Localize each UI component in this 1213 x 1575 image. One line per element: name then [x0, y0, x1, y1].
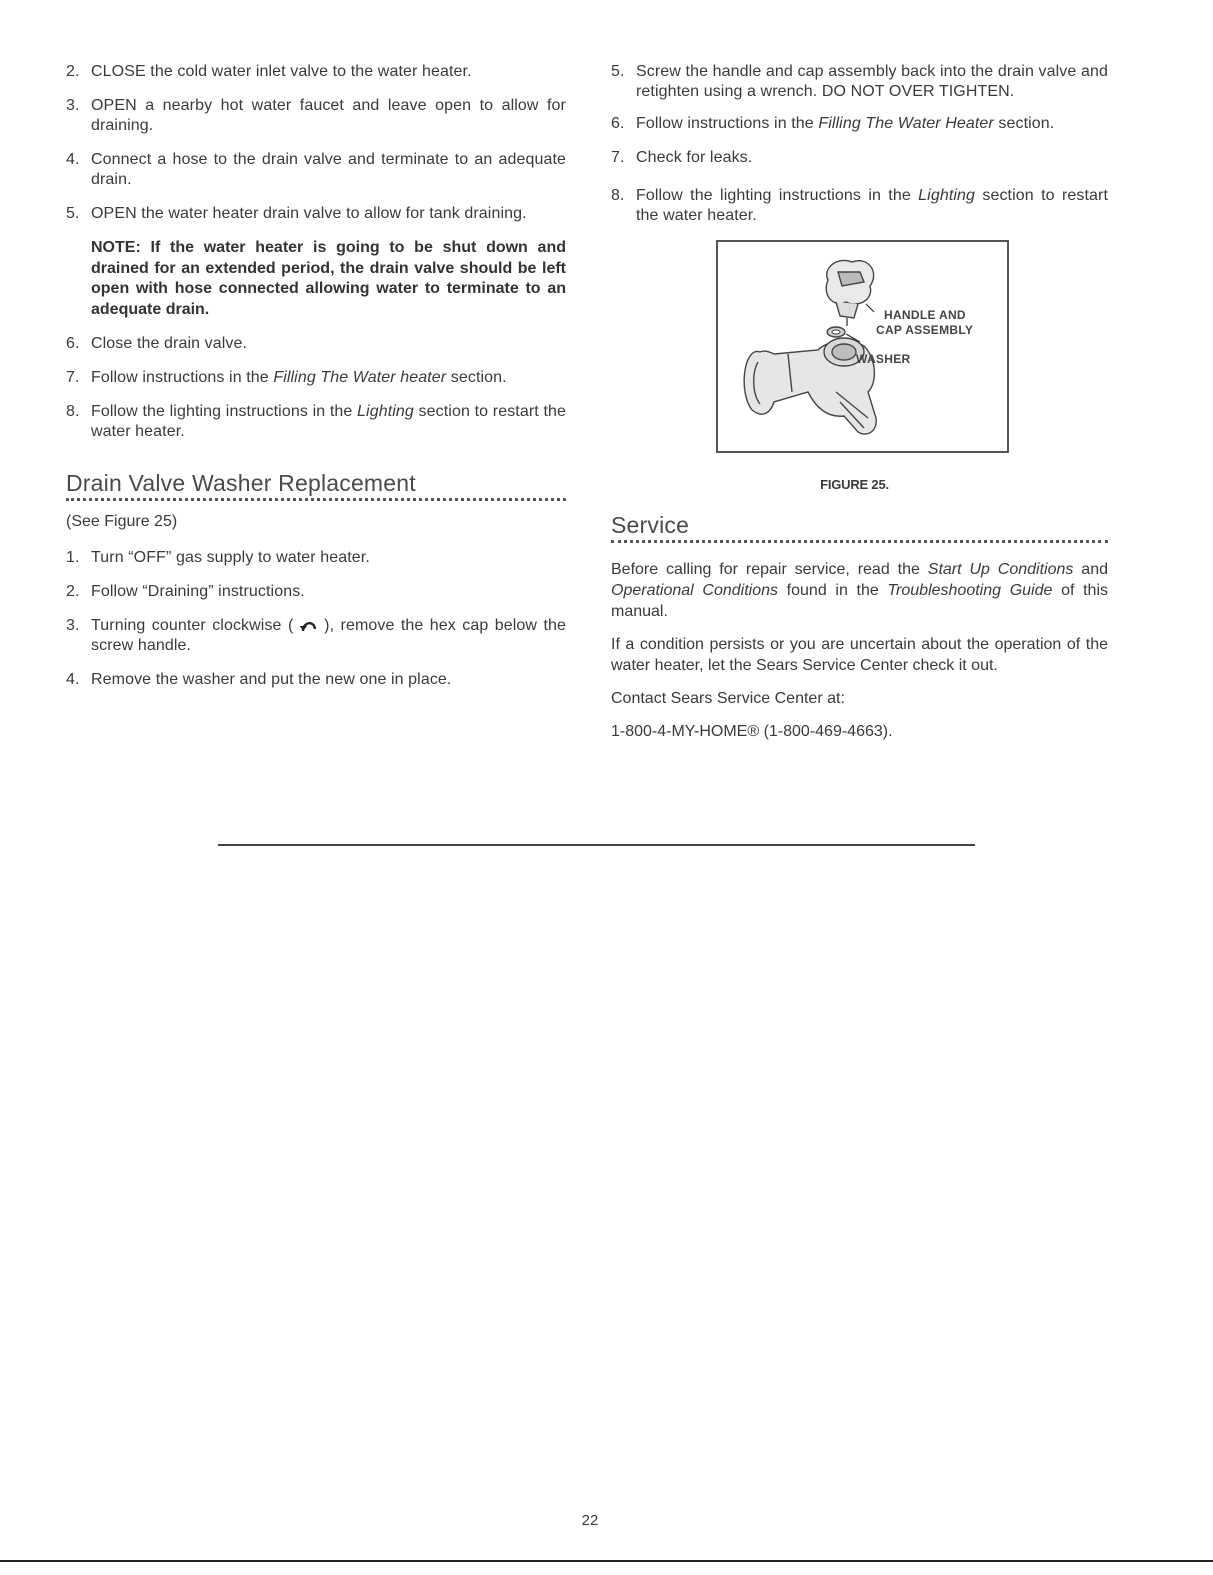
service-phone: 1-800-4-MY-HOME® (1-800-469-4663). — [611, 723, 893, 740]
step-7-check-leaks — [611, 148, 1108, 168]
step-text: CLOSE the cold water inlet valve to the water heater. — [91, 63, 472, 80]
step-8-lighting — [611, 186, 1108, 226]
step-number: 3. — [66, 617, 80, 634]
step-section-ref: Lighting — [357, 403, 414, 420]
start-up-conditions-ref: Start Up Conditions — [927, 561, 1074, 578]
service-text: Before calling for repair service, read the — [611, 561, 928, 578]
step-text: OPEN the water heater drain valve to allow for tank draining. — [91, 205, 527, 222]
step-3-open-faucet — [66, 96, 566, 136]
step-text: Turning counter clockwise ( — [91, 617, 300, 634]
step-text: ), remove the hex cap below the screw handle. — [91, 617, 566, 654]
step-number: 5. — [66, 205, 80, 222]
step-number: 8. — [611, 187, 625, 204]
troubleshooting-guide-ref: Troubleshooting Guide — [887, 582, 1053, 599]
step-number: 3. — [66, 97, 80, 114]
step-text: Follow instructions in the — [636, 115, 819, 132]
step-8-lighting — [66, 402, 566, 442]
step-text: Follow “Draining” instructions. — [91, 583, 305, 600]
section-heading: Service — [611, 512, 690, 538]
heading-rule — [611, 540, 1108, 543]
step-text: Follow the lighting instructions in the — [636, 187, 919, 204]
step-7-filling — [66, 368, 566, 388]
section-heading: Drain Valve Washer Replacement — [66, 470, 416, 496]
step-number: 2. — [66, 63, 80, 80]
step-number: 8. — [66, 403, 80, 420]
service-persists: If a condition persists or you are uncertain about the operation of the water heater, let the Sears Service Center check it out. — [611, 636, 1108, 674]
figure-caption: FIGURE 25. — [820, 477, 889, 492]
drain-washer-section — [66, 470, 566, 690]
step-number: 6. — [66, 335, 80, 352]
step-2-close-inlet — [66, 62, 566, 82]
step-text: Turn “OFF” gas supply to water heater. — [91, 549, 370, 566]
step-5-open-drain — [66, 204, 566, 224]
step-text: Remove the washer and put the new one in place. — [91, 671, 452, 688]
step-number: 4. — [66, 151, 80, 168]
service-text: of this manual. — [611, 582, 1108, 620]
step-text: Follow the lighting instructions in the — [91, 403, 358, 420]
step-number: 1. — [66, 549, 80, 566]
step-number: 5. — [611, 63, 625, 80]
operational-conditions-ref: Operational Conditions — [611, 582, 778, 599]
washer-step-2 — [66, 582, 566, 602]
step-4-connect-hose — [66, 150, 566, 190]
counter-clockwise-arrow-icon — [300, 618, 318, 632]
section-divider — [218, 844, 975, 846]
figure-25-box — [716, 240, 1009, 453]
step-section-ref: Filling The Water heater — [273, 369, 447, 386]
step-text: Screw the handle and cap assembly back into the drain valve and retighten using a wrench. DO NOT OVER TIGHTEN. — [636, 63, 1108, 100]
step-text: section to restart the water heater. — [636, 187, 1108, 224]
step-text: Check for leaks. — [636, 149, 753, 166]
step-number: 2. — [66, 583, 80, 600]
step-number: 7. — [611, 149, 625, 166]
step-text: Follow instructions in the — [91, 369, 274, 386]
step-text: OPEN a nearby hot water faucet and leave open to allow for draining. — [91, 97, 566, 134]
heading-rule — [66, 498, 566, 501]
footer-rule — [0, 1560, 1213, 1562]
step-5-screw-handle — [611, 62, 1108, 102]
label-washer: WASHER — [856, 352, 911, 366]
step-number: 7. — [66, 369, 80, 386]
step-section-ref: Filling The Water Heater — [818, 115, 994, 132]
step-text: section. — [446, 369, 507, 386]
step-text: Connect a hose to the drain valve and terminate to an adequate drain. — [91, 151, 566, 188]
service-text: found in the — [778, 582, 888, 599]
service-text: and — [1073, 561, 1108, 578]
drain-valve-illustration — [718, 242, 1007, 451]
right-column — [611, 62, 1108, 754]
step-text: Close the drain valve. — [91, 335, 248, 352]
step-6-filling — [611, 114, 1108, 134]
washer-step-3 — [66, 616, 566, 656]
step-number: 4. — [66, 671, 80, 688]
step-section-ref: Lighting — [918, 187, 976, 204]
see-figure-reference: (See Figure 25) — [66, 513, 178, 530]
note-shutdown: NOTE: If the water heater is going to be shut down and drained for an extended period, the drain valve should be left open with hose connected allowing water to terminate to an adequate drain. — [91, 239, 566, 318]
step-text: section to restart the water heater. — [91, 403, 566, 440]
label-handle-and-cap-line2: CAP ASSEMBLY — [876, 323, 974, 337]
washer-step-4 — [66, 670, 566, 690]
step-6-close-drain — [66, 334, 566, 354]
step-text: section. — [993, 115, 1055, 132]
page-number: 22 — [581, 1512, 599, 1529]
left-column — [66, 62, 566, 704]
step-number: 6. — [611, 115, 625, 132]
service-intro — [611, 559, 1108, 622]
washer-step-1 — [66, 548, 566, 568]
service-contact: Contact Sears Service Center at: — [611, 690, 845, 707]
service-section — [611, 512, 1108, 742]
label-handle-and-cap-line1: HANDLE AND — [884, 308, 966, 322]
